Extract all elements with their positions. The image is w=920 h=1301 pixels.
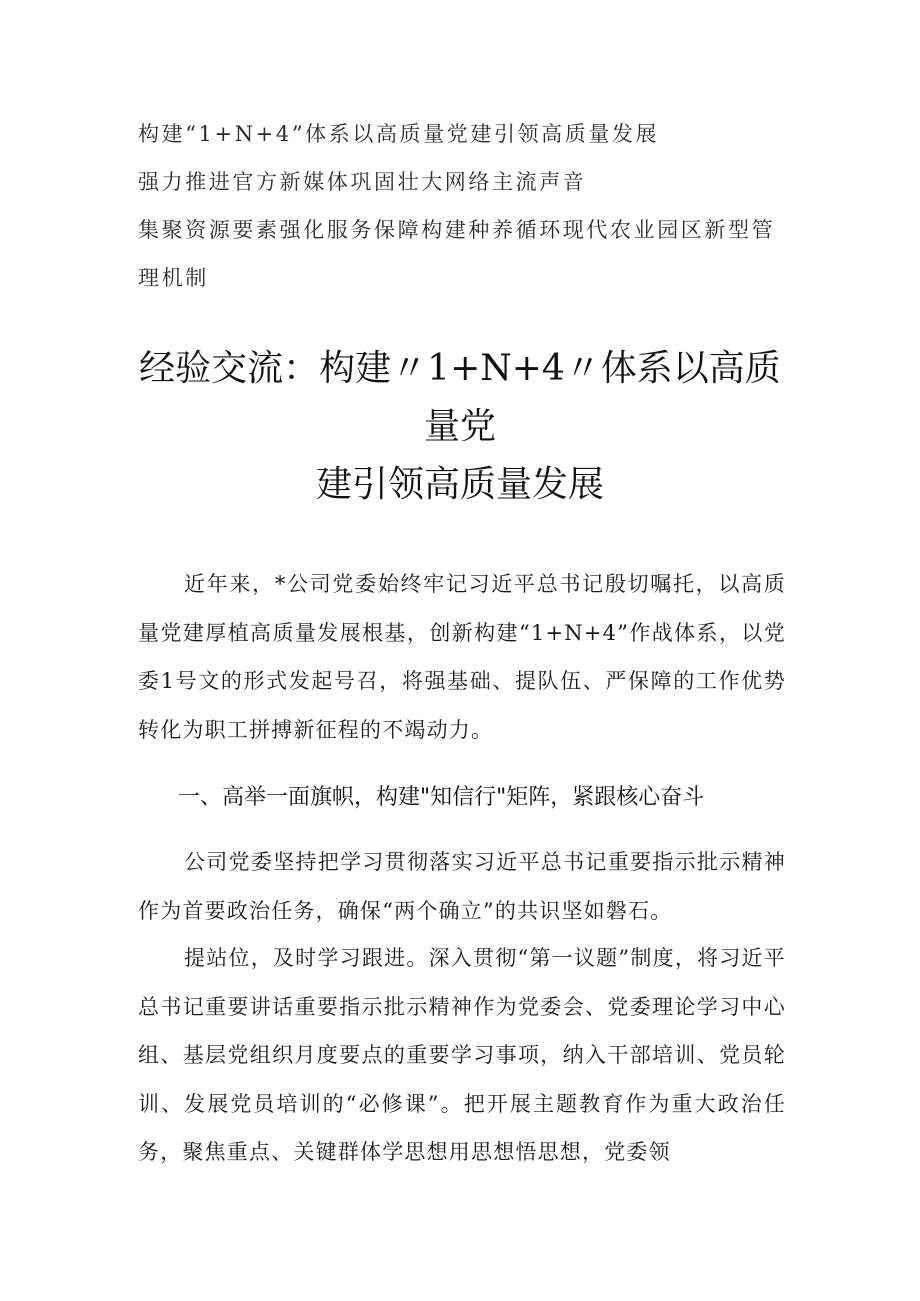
article-title-line-3: 建引领高质量发展 bbox=[315, 464, 604, 505]
paragraph-intro: 近年来，*公司党委始终牢记习近平总书记殷切嘱托，以高质量党建厚植高质量发展根基，创新构建“1+N+4”作战体系，以党委1号文的形式发起号召，将强基础、提队伍、严保障的工作优势转化为职工拼搏新征程的不竭动力。 bbox=[138, 572, 786, 742]
paragraph-section-1-lead: 公司党委坚持把学习贯彻落实习近平总书记重要指示批示精神作为首要政治任务，确保“两个确立”的共识坚如磐石。 bbox=[138, 850, 786, 923]
article-title-line-1: 经验交流：构建〃1+N+4〃体系以高质 bbox=[139, 348, 781, 389]
toc-item-1: 构建“1+N+4”体系以高质量党建引领高质量发展 bbox=[138, 122, 660, 146]
article-title bbox=[110, 340, 810, 514]
table-of-contents bbox=[138, 110, 788, 302]
toc-item-3: 集聚资源要素强化服务保障构建种养循环现代农业园区新型管理机制 bbox=[138, 218, 776, 290]
paragraph-section-1-detail: 提站位，及时学习跟进。深入贯彻“第一议题”制度，将习近平总书记重要讲话重要指示批示精神作为党委会、党委理论学习中心组、基层党组织月度要点的重要学习事项，纳入干部培训、党员轮训、发展党员培训的“必修课”。把开展主题教育作为重大政治任务，聚焦重点、关键群体学思想用思想悟思想，党委领 bbox=[138, 946, 786, 1164]
toc-item-2: 强力推进官方新媒体巩固壮大网络主流声音 bbox=[138, 170, 587, 194]
article-title-line-2: 量党 bbox=[423, 406, 496, 447]
section-heading-1: 一、高举一面旗帜，构建"知信行"矩阵，紧跟核心奋斗 bbox=[178, 785, 705, 810]
